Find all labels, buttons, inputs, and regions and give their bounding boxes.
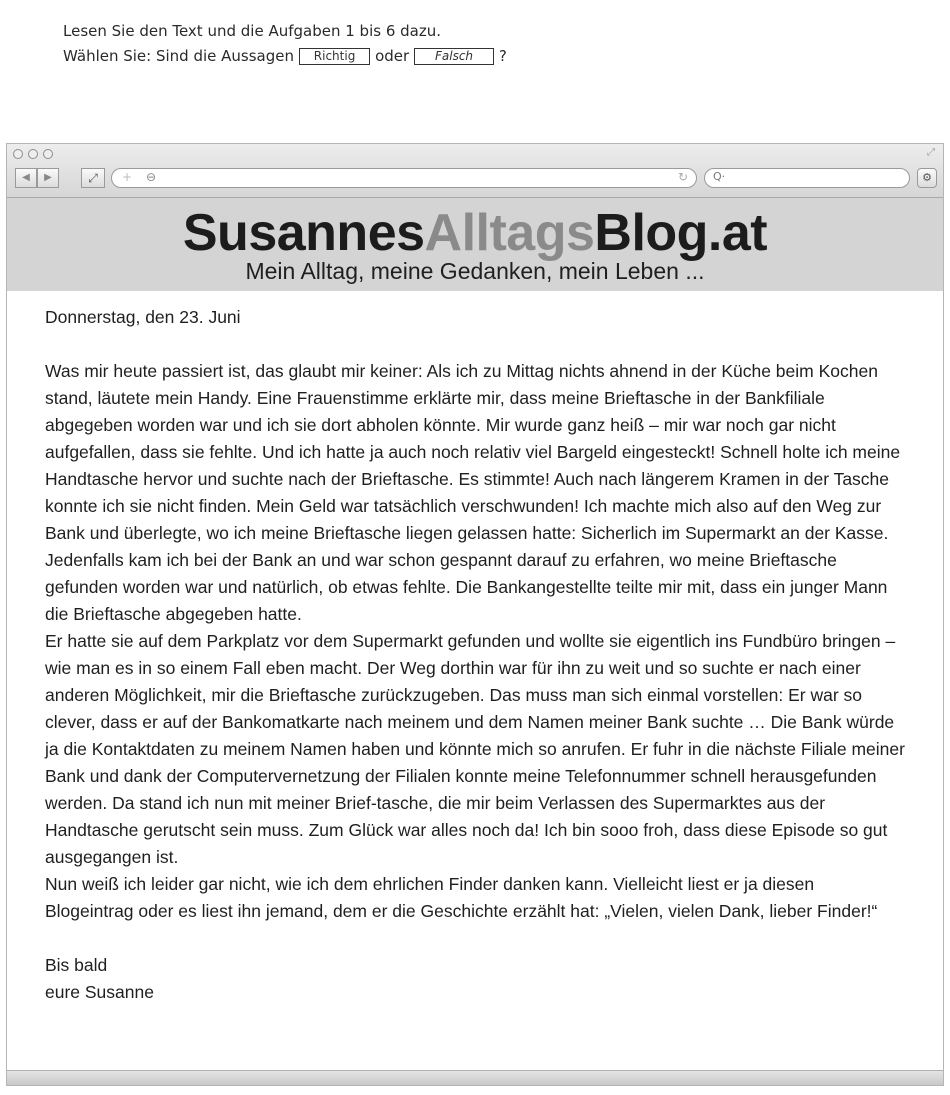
- status-bar: [7, 1070, 943, 1085]
- instruction-prefix: Wählen Sie: Sind die Aussagen: [63, 47, 294, 65]
- expand-icon[interactable]: ⤢: [81, 168, 105, 188]
- search-icon: Q·: [713, 170, 726, 183]
- settings-gear-icon[interactable]: ⚙: [917, 168, 937, 188]
- blog-subtitle: Mein Alltag, meine Gedanken, mein Leben ...: [245, 258, 705, 284]
- option-richtig-box: Richtig: [299, 48, 371, 65]
- add-bookmark-icon[interactable]: +: [122, 170, 133, 184]
- instruction-line-2: [63, 44, 507, 69]
- nav-buttons: [15, 168, 59, 188]
- task-instructions: [63, 19, 507, 69]
- blog-title-part-1: Susannes: [182, 204, 425, 262]
- address-bar[interactable]: [111, 168, 697, 188]
- maximize-window-icon[interactable]: [43, 149, 53, 159]
- blog-title-part-3: Blog.at: [594, 204, 768, 262]
- spacer: [45, 331, 907, 358]
- browser-toolbar: [7, 144, 943, 198]
- post-closing-1: Bis bald: [45, 955, 108, 975]
- forward-arrow-icon[interactable]: ▶: [37, 168, 59, 188]
- post-paragraph-3: Nun weiß ich leider gar nicht, wie ich dem ehrlichen Finder danken kann. Vielleicht liest er ja diesen Blogeintrag oder es liest ihn jemand, dem er die Geschichte erzählt hat: „Vielen, vielen Dank, lieber Finder!“: [45, 874, 878, 921]
- close-window-icon[interactable]: [13, 149, 23, 159]
- instruction-line-1: Lesen Sie den Text und die Aufgaben 1 bis 6 dazu.: [63, 22, 441, 40]
- reload-icon[interactable]: ↻: [677, 170, 688, 184]
- spacer: [45, 925, 907, 952]
- minimize-window-icon[interactable]: [28, 149, 38, 159]
- site-info-icon: ⊖: [146, 170, 157, 184]
- resize-corner-icon[interactable]: ⤢: [927, 147, 935, 158]
- blog-post: [45, 304, 907, 1006]
- search-input[interactable]: [704, 168, 910, 188]
- back-arrow-icon[interactable]: ◀: [15, 168, 37, 188]
- blog-title-part-2: Alltags: [424, 204, 595, 262]
- instruction-connector: oder: [375, 47, 410, 65]
- blog-header: [7, 198, 943, 291]
- instruction-suffix: ?: [498, 47, 507, 65]
- post-closing-2: eure Susanne: [45, 982, 154, 1002]
- window-controls: [13, 149, 53, 159]
- option-falsch-box: Falsch: [414, 48, 494, 65]
- post-date: Donnerstag, den 23. Juni: [45, 307, 241, 327]
- post-paragraph-2: Er hatte sie auf dem Parkplatz vor dem Supermarkt gefunden und wollte sie eigentlich ins Fundbüro bringen – wie man es in so einem Fall eben macht. Der Weg dorthin war für ihn zu weit und so suchte er nach einer anderen Möglichkeit, mir die Brieftasche zurückzugeben. Das muss man sich einmal vorstellen: Er war so clever, dass er auf der Bankomatkarte nach meinem und dem Namen meiner Bank suchte … Die Bank würde ja die Kontaktdaten zu meinem Namen haben und könnte mich so anrufen. Er fuhr in die nächste Filiale meiner Bank und dank der Computervernetzung der Filialen konnte meine Telefonnummer schnell herausgefunden werden. Da stand ich nun mit meiner Brief-tasche, die mir beim Verlassen des Supermarktes aus der Handtasche gerutscht sein muss. Zum Glück war alles noch da! Ich bin sooo froh, dass diese Episode so gut ausgegangen ist.: [45, 631, 905, 867]
- post-paragraph-1: Was mir heute passiert ist, das glaubt mir keiner: Als ich zu Mittag nichts ahnend in der Küche beim Kochen stand, läutete mein Handy. Eine Frauenstimme erklärte mir, dass meine Brieftasche in der Bankfiliale abgegeben worden war und ich sie dort abholen könnte. Mir wurde ganz heiß – mir war noch gar nicht aufgefallen, dass sie fehlte. Und ich hatte ja auch noch relativ viel Bargeld eingesteckt! Schnell holte ich meine Handtasche hervor und suchte nach der Brieftasche. Es stimmte! Auch nach längerem Kramen in der Tasche konnte ich sie nicht finden. Mein Geld war tatsächlich verschwunden! Ich machte mich also auf den Weg zur Bank und überlegte, wo ich meine Brieftasche liegen gelassen hatte: Sicherlich im Supermarkt an der Kasse. Jedenfalls kam ich bei der Bank an und war schon gespannt darauf zu erfahren, wo meine Brieftasche gefunden worden war und natürlich, ob etwas fehlte. Die Bankangestellte teilte mir mit, dass ein junger Mann die Brieftasche abgegeben hatte.: [45, 361, 901, 624]
- browser-window: [6, 143, 944, 1086]
